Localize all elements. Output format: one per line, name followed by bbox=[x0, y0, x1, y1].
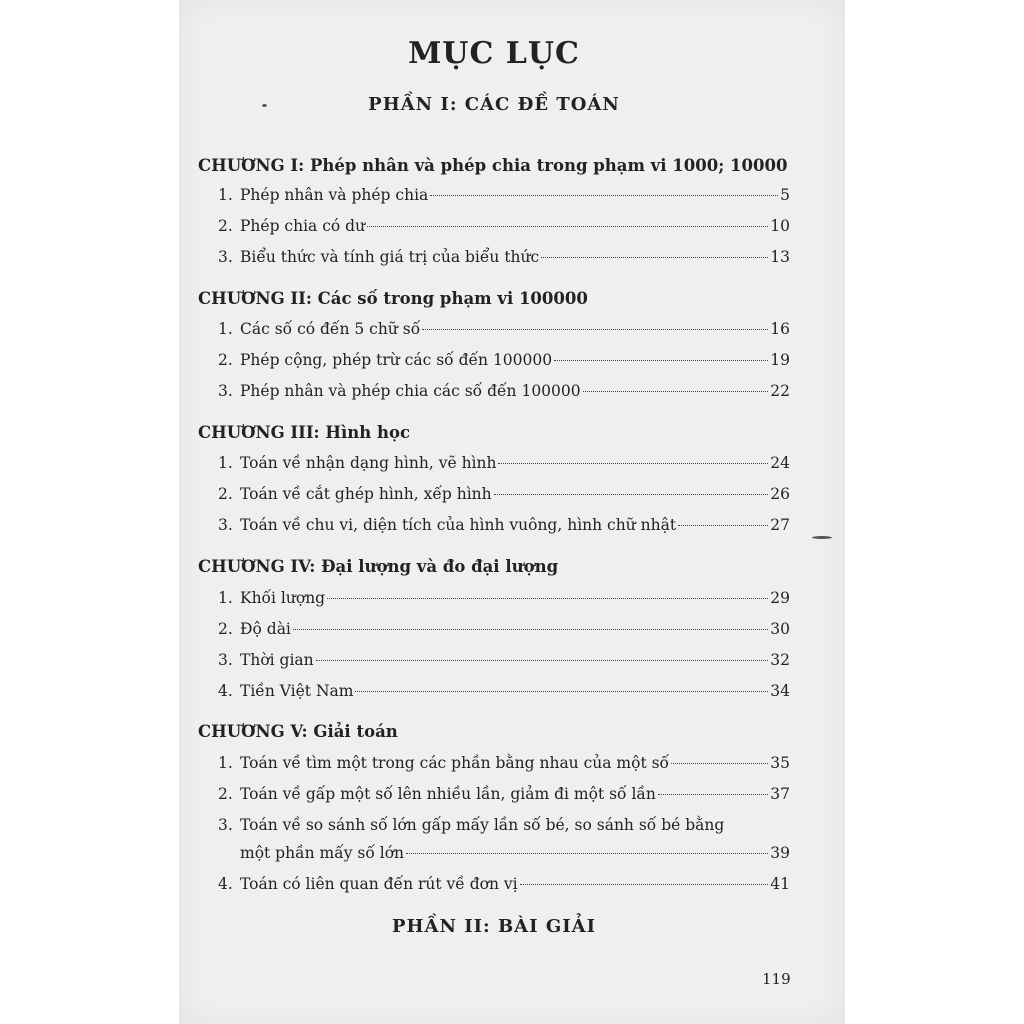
leader-dots bbox=[494, 494, 769, 495]
entry-label: Toán có liên quan đến rút về đơn vị bbox=[240, 875, 518, 893]
entry-number: 1. bbox=[218, 320, 233, 338]
leader-dots bbox=[678, 525, 768, 526]
entry-page: 5 bbox=[780, 186, 790, 204]
entry-number: 1. bbox=[218, 589, 233, 607]
entry-label-continued: một phần mấy số lớn bbox=[240, 844, 405, 862]
entry-page: 19 bbox=[770, 351, 790, 369]
toc-entry bbox=[218, 516, 790, 534]
leader-dots bbox=[367, 226, 768, 227]
book-page bbox=[179, 0, 845, 1024]
entry-page: 34 bbox=[770, 682, 790, 700]
entry-page: 39 bbox=[770, 844, 790, 862]
entry-number: 4. bbox=[218, 682, 233, 700]
leader-dots bbox=[541, 257, 768, 258]
entry-number: 3. bbox=[218, 516, 233, 534]
chapter-1-heading: CHƯƠNG I: Phép nhân và phép chia trong phạm vi 1000; 10000 bbox=[198, 156, 788, 175]
leader-dots bbox=[293, 629, 768, 630]
part-1-heading: PHẦN I: CÁC ĐỀ TOÁN bbox=[368, 94, 620, 115]
entry-page: 41 bbox=[770, 875, 790, 893]
chapter-3-heading: CHƯƠNG III: Hình học bbox=[198, 423, 411, 442]
leader-dots bbox=[658, 794, 768, 795]
entry-label: Độ dài bbox=[240, 620, 291, 638]
entry-page: 27 bbox=[770, 516, 790, 534]
entry-label: Thời gian bbox=[240, 651, 314, 669]
toc-entry bbox=[218, 485, 790, 503]
entry-number: 2. bbox=[218, 485, 233, 503]
entry-label: Các số có đến 5 chữ số bbox=[240, 320, 421, 338]
toc-entry bbox=[218, 382, 790, 400]
ink-speck bbox=[812, 536, 832, 539]
page-title: MỤC LỤC bbox=[408, 36, 580, 71]
toc-entry bbox=[218, 454, 790, 472]
entry-page: 29 bbox=[770, 589, 790, 607]
entry-number: 3. bbox=[218, 248, 233, 266]
entry-label: Toán về so sánh số lớn gấp mấy lần số bé, so sánh số bé bằng bbox=[240, 816, 725, 834]
entry-page: 35 bbox=[770, 754, 790, 772]
toc-entry bbox=[218, 320, 790, 338]
leader-dots bbox=[355, 691, 768, 692]
entry-page: 13 bbox=[770, 248, 790, 266]
toc-entry bbox=[218, 620, 790, 638]
leader-dots bbox=[498, 463, 768, 464]
leader-dots bbox=[406, 853, 768, 854]
entry-number: 3. bbox=[218, 382, 233, 400]
entry-label: Khối lượng bbox=[240, 589, 326, 607]
toc-entry bbox=[218, 875, 790, 893]
entry-label: Phép cộng, phép trừ các số đến 100000 bbox=[240, 351, 553, 369]
entry-number: 2. bbox=[218, 620, 233, 638]
entry-number: 3. bbox=[218, 816, 233, 834]
entry-page: 16 bbox=[770, 320, 790, 338]
entry-label: Toán về gấp một số lên nhiều lần, giảm đi một số lần bbox=[240, 785, 656, 803]
toc-entry bbox=[218, 351, 790, 369]
entry-number: 1. bbox=[218, 186, 233, 204]
entry-label: Biểu thức và tính giá trị của biểu thức bbox=[240, 248, 540, 266]
chapter-4-heading: CHƯƠNG IV: Đại lượng và đo đại lượng bbox=[198, 557, 559, 576]
entry-number: 3. bbox=[218, 651, 233, 669]
entry-number: 1. bbox=[218, 454, 233, 472]
entry-number: 2. bbox=[218, 785, 233, 803]
leader-dots bbox=[583, 391, 769, 392]
entry-label: Toán về tìm một trong các phần bằng nhau của một số bbox=[240, 754, 670, 772]
toc-entry bbox=[218, 651, 790, 669]
entry-page: 26 bbox=[770, 485, 790, 503]
leader-dots bbox=[430, 195, 778, 196]
entry-page: 32 bbox=[770, 651, 790, 669]
leader-dots bbox=[520, 884, 769, 885]
entry-page: 22 bbox=[770, 382, 790, 400]
entry-page: 10 bbox=[770, 217, 790, 235]
entry-number: 2. bbox=[218, 351, 233, 369]
entry-page: 30 bbox=[770, 620, 790, 638]
entry-label: Toán về cắt ghép hình, xếp hình bbox=[240, 485, 492, 503]
page-number: 119 bbox=[762, 970, 791, 988]
leader-dots bbox=[316, 660, 769, 661]
toc-entry bbox=[218, 785, 790, 803]
toc-entry bbox=[218, 217, 790, 235]
leader-dots bbox=[422, 329, 768, 330]
toc-entry-continuation bbox=[240, 844, 790, 862]
chapter-2-heading: CHƯƠNG II: Các số trong phạm vi 100000 bbox=[198, 289, 588, 308]
entry-label: Phép nhân và phép chia bbox=[240, 186, 429, 204]
entry-page: 37 bbox=[770, 785, 790, 803]
entry-page: 24 bbox=[770, 454, 790, 472]
toc-entry bbox=[218, 682, 790, 700]
toc-entry bbox=[218, 248, 790, 266]
leader-dots bbox=[554, 360, 768, 361]
entry-label: Toán về chu vi, diện tích của hình vuông, hình chữ nhật bbox=[240, 516, 677, 534]
entry-label: Toán về nhận dạng hình, vẽ hình bbox=[240, 454, 497, 472]
entry-label: Tiền Việt Nam bbox=[240, 682, 354, 700]
chapter-5-heading: CHƯƠNG V: Giải toán bbox=[198, 722, 398, 741]
toc-entry bbox=[218, 186, 790, 204]
toc-entry bbox=[218, 754, 790, 772]
leader-dots bbox=[671, 763, 768, 764]
part-2-heading: PHẦN II: BÀI GIẢI bbox=[391, 916, 597, 937]
toc-entry bbox=[218, 816, 790, 834]
toc-entry bbox=[218, 589, 790, 607]
entry-number: 2. bbox=[218, 217, 233, 235]
entry-number: 1. bbox=[218, 754, 233, 772]
entry-number: 4. bbox=[218, 875, 233, 893]
leader-dots bbox=[327, 598, 768, 599]
entry-label: Phép nhân và phép chia các số đến 100000 bbox=[240, 382, 581, 400]
entry-label: Phép chia có dư bbox=[240, 217, 366, 235]
